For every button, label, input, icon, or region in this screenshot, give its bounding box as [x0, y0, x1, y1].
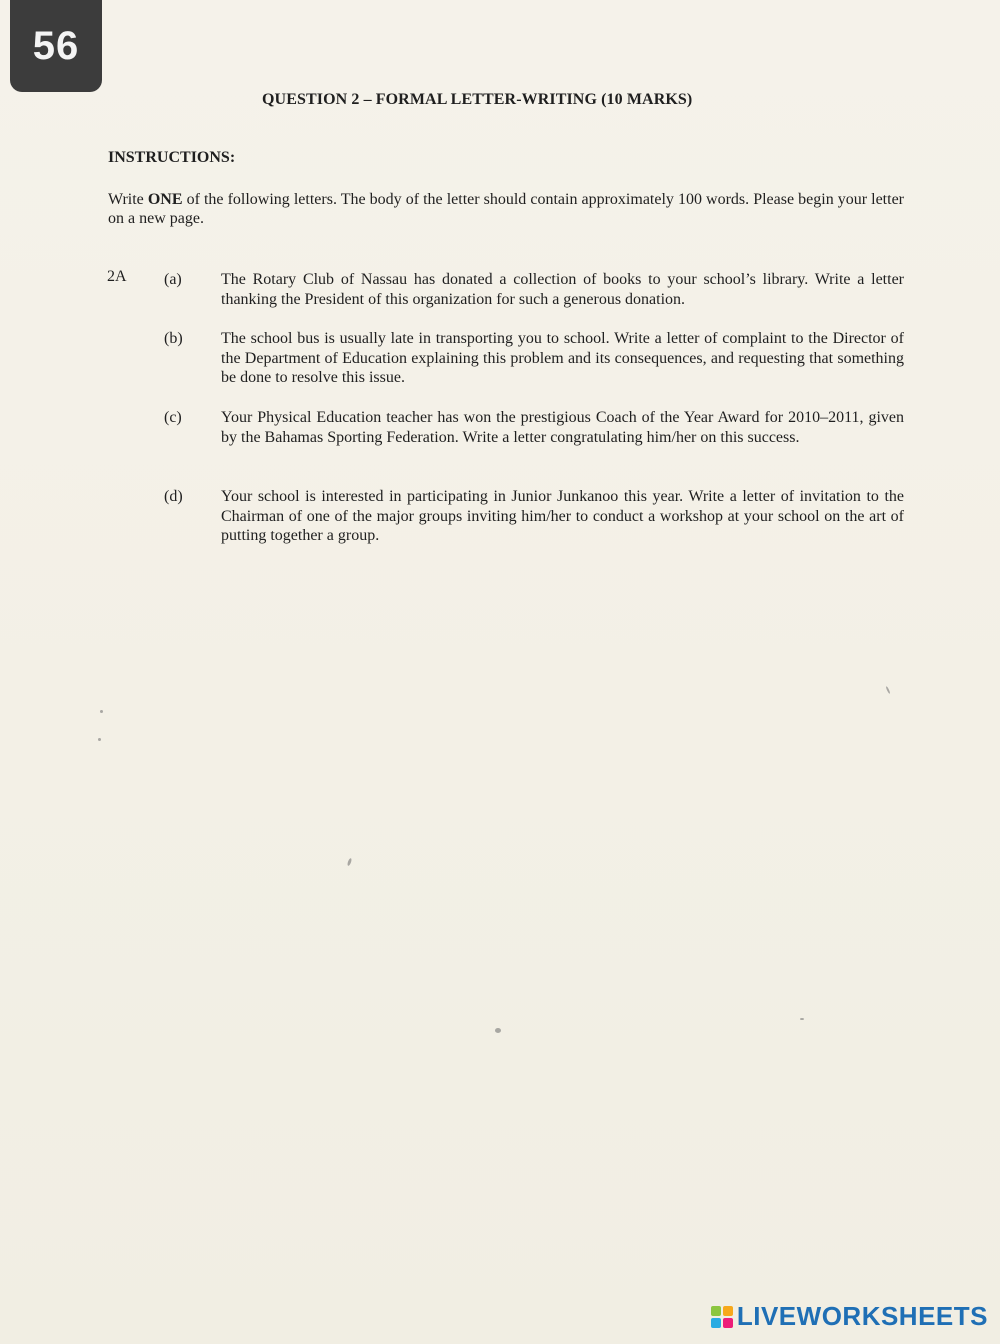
- question-letter: (a): [164, 271, 182, 288]
- liveworksheets-watermark: [711, 1301, 988, 1332]
- question-item-c: [164, 408, 904, 447]
- page-number-badge: [10, 0, 102, 92]
- instructions-heading: INSTRUCTIONS:: [108, 149, 236, 166]
- instructions-text-after: of the following letters. The body of the letter should contain approximately 100 words. Please begin your letter on a new page.: [108, 191, 905, 227]
- scan-speck: [98, 738, 101, 741]
- scan-speck: [100, 710, 103, 713]
- question-item-d: [164, 487, 904, 546]
- instructions-text-bold: ONE: [147, 191, 183, 208]
- question-letter: (d): [164, 488, 183, 505]
- question-text: The school bus is usually late in transporting you to school. Write a letter of complaint to the Director of the Department of Education explaining this problem and its consequences, and requesting that something be done to resolve this issue.: [221, 330, 904, 386]
- question-text: The Rotary Club of Nassau has donated a collection of books to your school’s library. Write a letter thanking the President of this organization for such a generous donation.: [221, 271, 904, 308]
- instructions-text: [108, 190, 904, 228]
- section-label: 2A: [107, 268, 127, 285]
- instructions-text-before: Write: [108, 191, 148, 208]
- question-letter: (c): [164, 409, 182, 426]
- scan-speck: [495, 1028, 501, 1033]
- page-number: 56: [32, 23, 80, 68]
- question-item-b: [164, 329, 904, 388]
- scan-speck: [800, 1018, 804, 1020]
- liveworksheets-logo-icon: [711, 1306, 733, 1328]
- question-text: Your school is interested in participating in Junior Junkanoo this year. Write a letter of invitation to the Chairman of one of the major groups inviting him/her to conduct a workshop at your school on the art of putting together a group.: [221, 488, 904, 544]
- question-text: Your Physical Education teacher has won the prestigious Coach of the Year Award for 2010–2011, given by the Bahamas Sporting Federation. Write a letter congratulating him/her on this success.: [221, 409, 904, 446]
- scan-speck: [885, 686, 890, 694]
- question-item-a: [164, 270, 904, 309]
- question-title: QUESTION 2 – FORMAL LETTER-WRITING (10 MARKS): [262, 91, 693, 108]
- scan-speck: [347, 858, 353, 867]
- watermark-text: LIVEWORKSHEETS: [736, 1301, 988, 1331]
- question-letter: (b): [164, 330, 183, 347]
